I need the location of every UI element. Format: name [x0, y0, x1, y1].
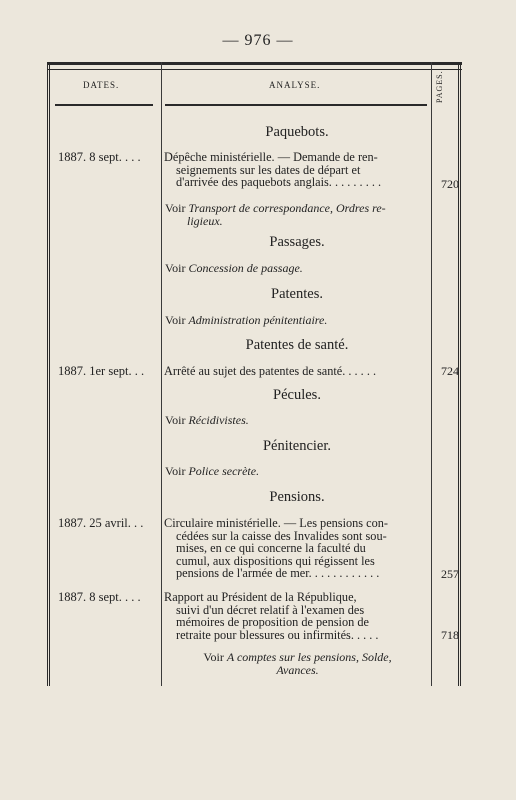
section-title-penitencier: Pénitencier.	[262, 438, 332, 454]
section-title-patentes-de-sante: Patentes de santé.	[245, 337, 349, 353]
see-also	[165, 651, 430, 677]
entry-text	[164, 151, 429, 189]
entry-line: Dépêche ministérielle. — Demande de ren-	[164, 150, 378, 164]
section-title-patentes: Patentes.	[271, 286, 323, 302]
see-also-ref: Récidivistes.	[188, 413, 249, 427]
see-also-ref: A comptes sur les pensions, Solde,	[226, 650, 392, 664]
entry-text	[164, 517, 429, 580]
header-dates: DATES.	[83, 80, 120, 90]
see-also	[165, 414, 430, 427]
entry-line: d'arrivée des paquebots anglais. . . . . . . . .	[176, 175, 382, 190]
entry-date: 1887. 8 sept. . . .	[58, 150, 141, 164]
section-title-paquebots: Paquebots.	[265, 124, 329, 140]
see-also-prefix: Voir	[165, 261, 186, 275]
entry-line: seignements sur les dates de départ et	[176, 162, 361, 177]
entry-line: Circulaire ministérielle. — Les pensions con-	[164, 516, 389, 530]
see-also-prefix: Voir	[165, 201, 186, 215]
column-divider-pages	[431, 62, 432, 686]
section-title-passages: Passages.	[269, 234, 325, 250]
entry-line: suivi d'un décret relatif à l'examen des	[176, 602, 365, 617]
entry-line: cumul, aux dispositions qui régissent les	[176, 553, 375, 568]
see-also	[165, 262, 430, 275]
see-also-prefix: Voir	[165, 464, 186, 478]
page-reference: 257	[441, 567, 459, 581]
see-also	[165, 314, 430, 327]
page-number: — 976 —	[222, 32, 294, 49]
see-also	[165, 465, 430, 478]
top-rule	[47, 62, 462, 70]
entry-line: Arrêté au sujet des patentes de santé. . . . . .	[164, 364, 377, 378]
see-also-ref: Police secrète.	[188, 464, 260, 478]
see-also-ref: Avances.	[276, 663, 319, 677]
entry-text	[164, 591, 429, 641]
see-also-prefix: Voir	[165, 313, 186, 327]
header-pages: PAGES.	[435, 70, 444, 104]
see-also-prefix: Voir	[203, 650, 224, 664]
section-title-pensions: Pensions.	[269, 489, 325, 505]
header-rule-dates	[55, 104, 153, 108]
left-border	[47, 62, 50, 686]
header-analyse: ANALYSE.	[269, 80, 321, 90]
see-also-ref: Concession de passage.	[188, 261, 303, 275]
see-also-ref: Transport de correspondance, Ordres re-	[188, 201, 386, 215]
entry-line: cédées sur la caisse des Invalides sont sou-	[176, 528, 387, 543]
entry-date: 1887. 25 avril. . .	[58, 516, 144, 530]
entry-line: mises, en ce qui concerne la faculté du	[176, 541, 366, 556]
entry-date: 1887. 1er sept. . .	[58, 364, 145, 378]
entry-line: Rapport au Président de la République,	[164, 590, 357, 604]
see-also-prefix: Voir	[165, 413, 186, 427]
entry-line: retraite pour blessures ou infirmités. . . . .	[176, 627, 379, 642]
see-also	[165, 202, 430, 228]
section-title-pecules: Pécules.	[273, 387, 321, 403]
column-divider-dates	[161, 62, 162, 686]
see-also-ref: Administration pénitentiaire.	[188, 313, 328, 327]
entry-line: mémoires de proposition de pension de	[176, 615, 369, 630]
index-table	[47, 62, 462, 686]
page-reference: 724	[441, 364, 459, 378]
header-rule-analyse	[165, 104, 427, 108]
page-reference: 718	[441, 628, 459, 642]
page-reference: 720	[441, 177, 459, 191]
entry-line: pensions de l'armée de mer. . . . . . . . . . . .	[176, 566, 380, 581]
see-also-ref: ligieux.	[187, 214, 223, 228]
entry-text	[164, 365, 429, 378]
entry-date: 1887. 8 sept. . . .	[58, 590, 141, 604]
